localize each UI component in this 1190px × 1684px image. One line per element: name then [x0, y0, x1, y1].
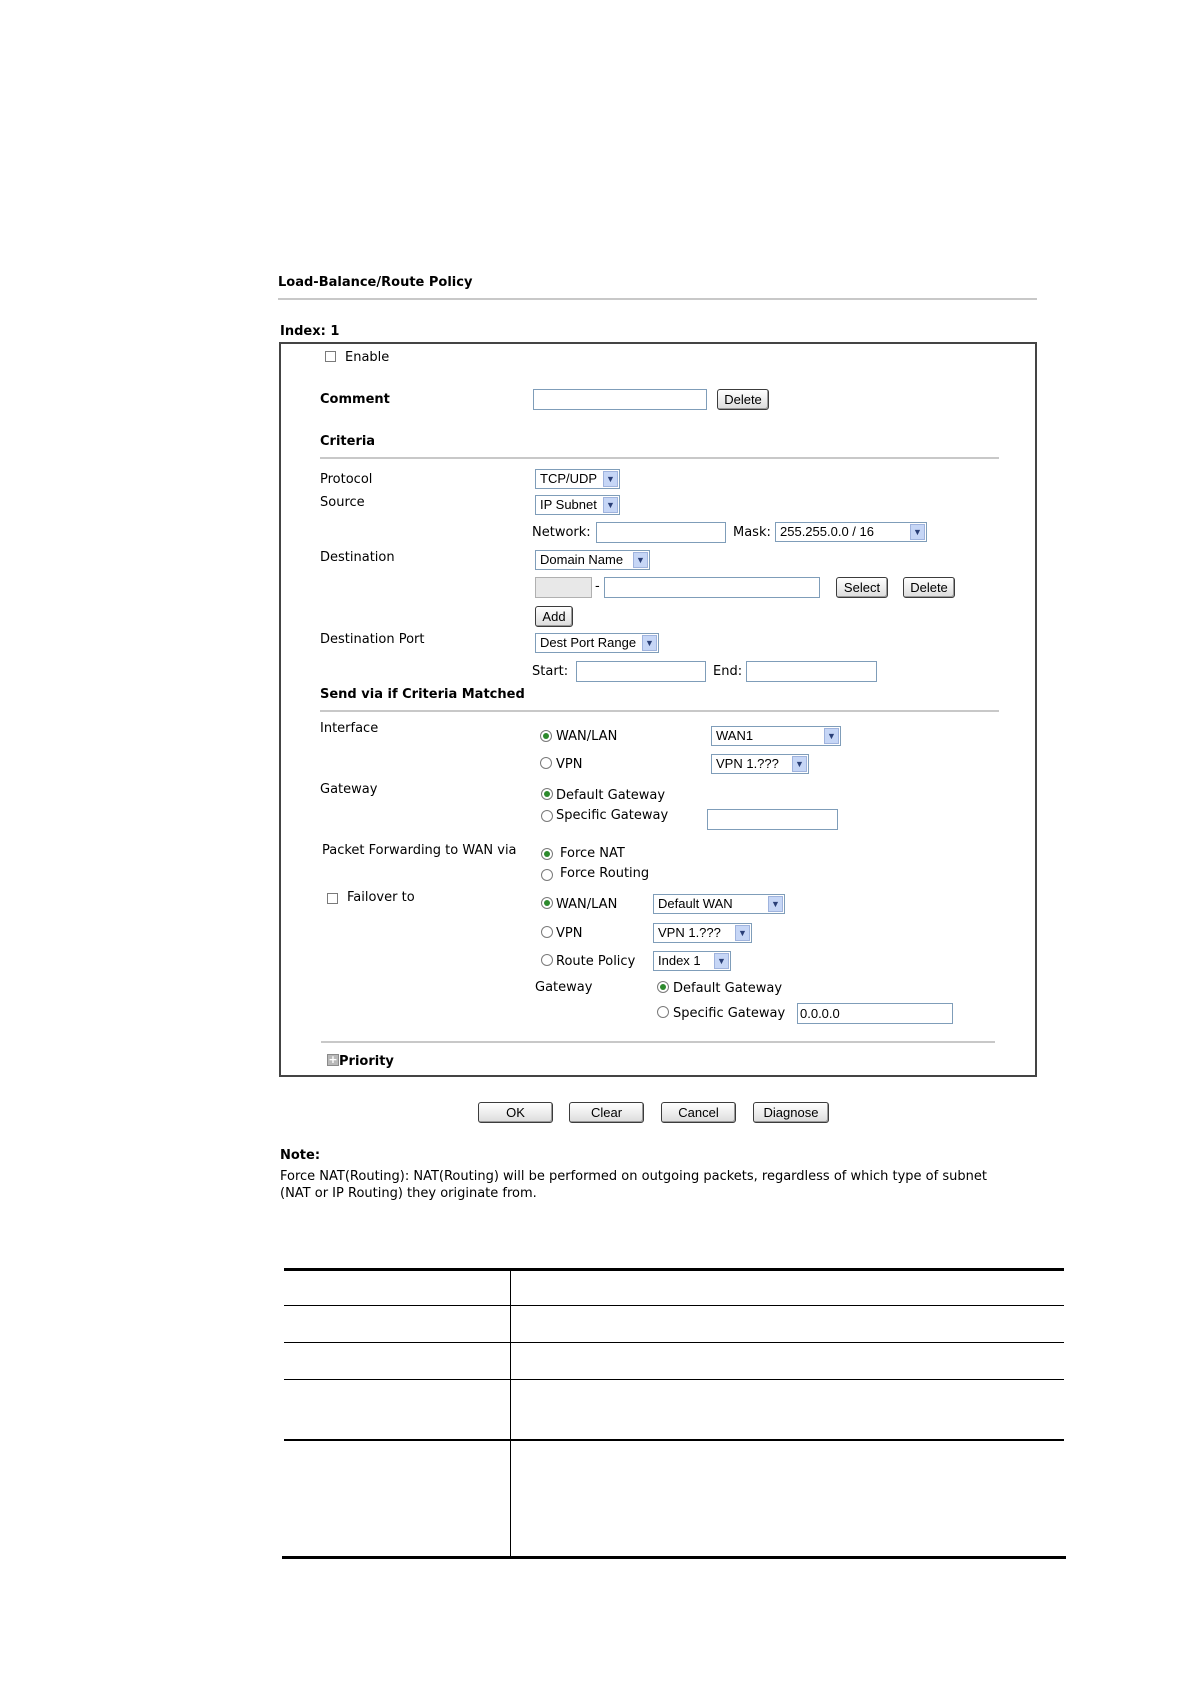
gateway-specific-label: Specific Gateway: [556, 808, 669, 823]
port-start-label: Start:: [532, 664, 569, 679]
failover-specific-gateway-label: Specific Gateway: [673, 1006, 786, 1021]
interface-wanlan-label: WAN/LAN: [556, 729, 618, 744]
note-line-2: (NAT or IP Routing) they originate from.: [280, 1186, 537, 1201]
network-input[interactable]: [596, 522, 726, 543]
interface-vpn-label: VPN: [556, 757, 583, 772]
criteria-heading: Criteria: [320, 434, 376, 449]
priority-label[interactable]: Priority: [339, 1054, 394, 1069]
packet-forwarding-label: Packet Forwarding to WAN via: [322, 843, 517, 858]
destination-port-select[interactable]: [535, 633, 659, 653]
chevron-down-icon: ▼: [792, 756, 807, 772]
interface-vpn-radio[interactable]: [540, 757, 552, 769]
port-end-label: End:: [713, 664, 743, 679]
chevron-down-icon: ▼: [633, 552, 648, 568]
failover-route-policy-radio[interactable]: [541, 954, 553, 966]
failover-wanlan-label: WAN/LAN: [556, 897, 618, 912]
failover-default-gateway-radio[interactable]: [657, 981, 669, 993]
cancel-button[interactable]: Cancel: [661, 1102, 736, 1123]
note-text: [280, 1168, 1040, 1202]
enable-checkbox[interactable]: [325, 351, 336, 362]
failover-gateway-label: Gateway: [535, 980, 593, 995]
chevron-down-icon: ▼: [768, 896, 783, 912]
failover-wan-select[interactable]: [653, 894, 785, 914]
comment-label: Comment: [320, 392, 390, 407]
chevron-down-icon: ▼: [603, 471, 618, 487]
failover-vpn-label: VPN: [556, 926, 583, 941]
failover-route-policy-label: Route Policy: [556, 954, 636, 969]
gateway-specific-radio[interactable]: [541, 810, 553, 822]
table-bottom-border: [282, 1556, 1066, 1559]
send-via-divider: [320, 710, 999, 712]
protocol-select[interactable]: [535, 469, 620, 489]
gateway-label: Gateway: [320, 782, 378, 797]
source-value: IP Subnet: [540, 497, 597, 512]
failover-default-gateway-label: Default Gateway: [673, 981, 783, 996]
failover-route-policy-select[interactable]: [653, 951, 731, 971]
destination-delete-button[interactable]: Delete: [903, 577, 955, 598]
destination-label: Destination: [320, 550, 395, 565]
chevron-down-icon: ▼: [824, 728, 839, 744]
protocol-label: Protocol: [320, 472, 373, 487]
enable-label: Enable: [345, 350, 390, 365]
table-top-border: [284, 1268, 1064, 1271]
table-column-divider: [510, 1268, 511, 1558]
failover-specific-gateway-input[interactable]: 0.0.0.0: [797, 1003, 953, 1024]
table-row-divider: [284, 1342, 1064, 1343]
destination-port-value: Dest Port Range: [540, 635, 637, 650]
note-line-1: Force NAT(Routing): NAT(Routing) will be performed on outgoing packets, regardless of which type of subnet: [280, 1169, 987, 1184]
send-via-heading: Send via if Criteria Matched: [320, 687, 525, 702]
diagnose-button[interactable]: Diagnose: [753, 1102, 829, 1123]
comment-input[interactable]: [533, 389, 707, 410]
page-title: Load-Balance/Route Policy: [278, 275, 473, 290]
interface-label: Interface: [320, 721, 379, 736]
title-divider: [278, 298, 1037, 300]
force-routing-label: Force Routing: [560, 866, 650, 881]
failover-vpn-select[interactable]: [653, 923, 752, 943]
index-label: Index: 1: [280, 324, 340, 339]
chevron-down-icon: ▼: [910, 524, 925, 540]
gateway-default-radio[interactable]: [541, 788, 553, 800]
chevron-down-icon: ▼: [642, 635, 657, 651]
source-select[interactable]: [535, 495, 620, 515]
destination-port-label: Destination Port: [320, 632, 425, 647]
port-end-input[interactable]: [746, 661, 877, 682]
priority-divider: [321, 1041, 995, 1043]
mask-value: 255.255.0.0 / 16: [780, 524, 874, 539]
network-label: Network:: [532, 525, 591, 540]
destination-value: Domain Name: [540, 552, 624, 567]
expand-plus-icon[interactable]: +: [328, 1053, 338, 1066]
failover-route-policy-value: Index 1: [658, 953, 701, 968]
gateway-specific-input[interactable]: [707, 809, 838, 830]
failover-specific-gateway-radio[interactable]: [657, 1006, 669, 1018]
chevron-down-icon: ▼: [603, 497, 618, 513]
destination-dash: -: [595, 579, 600, 594]
mask-select[interactable]: [775, 522, 927, 542]
failover-vpn-value: VPN 1.???: [658, 925, 721, 940]
force-routing-radio[interactable]: [541, 869, 553, 881]
destination-domain-input[interactable]: [604, 577, 820, 598]
destination-add-button[interactable]: Add: [535, 606, 573, 627]
force-nat-radio[interactable]: [541, 848, 553, 860]
table-row-divider: [284, 1305, 1064, 1306]
interface-wanlan-radio[interactable]: [540, 730, 552, 742]
table-row-divider: [284, 1379, 1064, 1380]
note-title: Note:: [280, 1148, 321, 1163]
interface-wan-select[interactable]: [711, 726, 841, 746]
ok-button[interactable]: OK: [478, 1102, 553, 1123]
clear-button[interactable]: Clear: [569, 1102, 644, 1123]
force-nat-label: Force NAT: [560, 846, 625, 861]
interface-wan-value: WAN1: [716, 728, 754, 743]
protocol-value: TCP/UDP: [540, 471, 598, 486]
mask-label: Mask:: [733, 525, 771, 540]
criteria-divider: [320, 457, 999, 459]
interface-vpn-select[interactable]: [711, 754, 809, 774]
port-start-input[interactable]: [576, 661, 706, 682]
destination-prefix-input: [535, 577, 592, 598]
failover-wanlan-radio[interactable]: [541, 897, 553, 909]
failover-wan-value: Default WAN: [658, 896, 733, 911]
chevron-down-icon: ▼: [714, 953, 729, 969]
failover-label: Failover to: [347, 890, 415, 905]
destination-select[interactable]: [535, 550, 650, 570]
comment-delete-button[interactable]: Delete: [717, 389, 769, 410]
failover-checkbox[interactable]: [327, 893, 338, 904]
chevron-down-icon: ▼: [735, 925, 750, 941]
interface-vpn-value: VPN 1.???: [716, 756, 779, 771]
source-label: Source: [320, 495, 365, 510]
failover-vpn-radio[interactable]: [541, 926, 553, 938]
destination-select-button[interactable]: Select: [836, 577, 888, 598]
gateway-default-label: Default Gateway: [556, 788, 666, 803]
table-row-divider: [284, 1439, 1064, 1441]
